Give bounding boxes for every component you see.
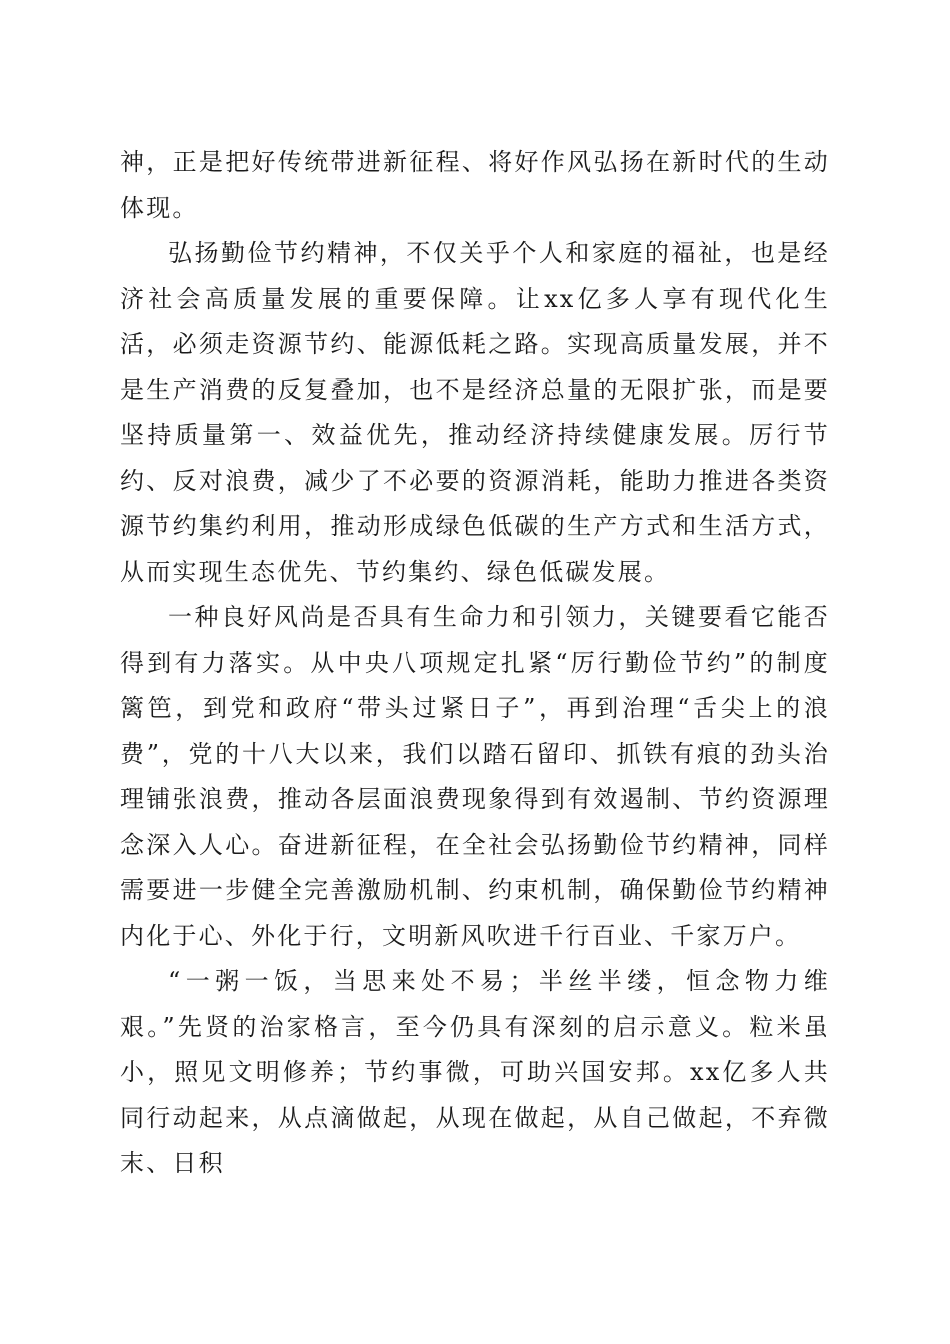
paragraph-4: “一粥一饭，当思来处不易；半丝半缕，恒念物力维艰。”先贤的治家格言，至今仍具有深刻的启示意义。粒米虽小，照见文明修养；节约事微，可助兴国安邦。xx亿多人共同行动起来，从点滴做起，从现在做起，从自己做起，不弃微末、日积 (120, 967, 830, 1177)
paragraph-1: 神，正是把好传统带进新征程、将好作风弘扬在新时代的生动体现。 (120, 148, 830, 222)
paragraph-2: 弘扬勤俭节约精神，不仅关乎个人和家庭的福祉，也是经济社会高质量发展的重要保障。让xx亿多人享有现代化生活，必须走资源节约、能源低耗之路。实现高质量发展，并不是生产消费的反复叠加，也不是经济总量的无限扩张，而是要坚持质量第一、效益优先，推动经济持续健康发展。厉行节约、反对浪费，减少了不必要的资源消耗，能助力推进各类资源节约集约利用，推动形成绿色低碳的生产方式和生活方式，从而实现生态优先、节约集约、绿色低碳发展。 (120, 239, 830, 586)
body-text (120, 140, 830, 1187)
paragraph-3: 一种良好风尚是否具有生命力和引领力，关键要看它能否得到有力落实。从中央八项规定扎紧“厉行勤俭节约”的制度篱笆，到党和政府“带头过紧日子”，再到治理“舌尖上的浪费”，党的十八大以来，我们以踏石留印、抓铁有痕的劲头治理铺张浪费，推动各层面浪费现象得到有效遏制、节约资源理念深入人心。奋进新征程，在全社会弘扬勤俭节约精神，同样需要进一步健全完善激励机制、约束机制，确保勤俭节约精神内化于心、外化于行，文明新风吹进千行百业、千家万户。 (120, 603, 830, 950)
